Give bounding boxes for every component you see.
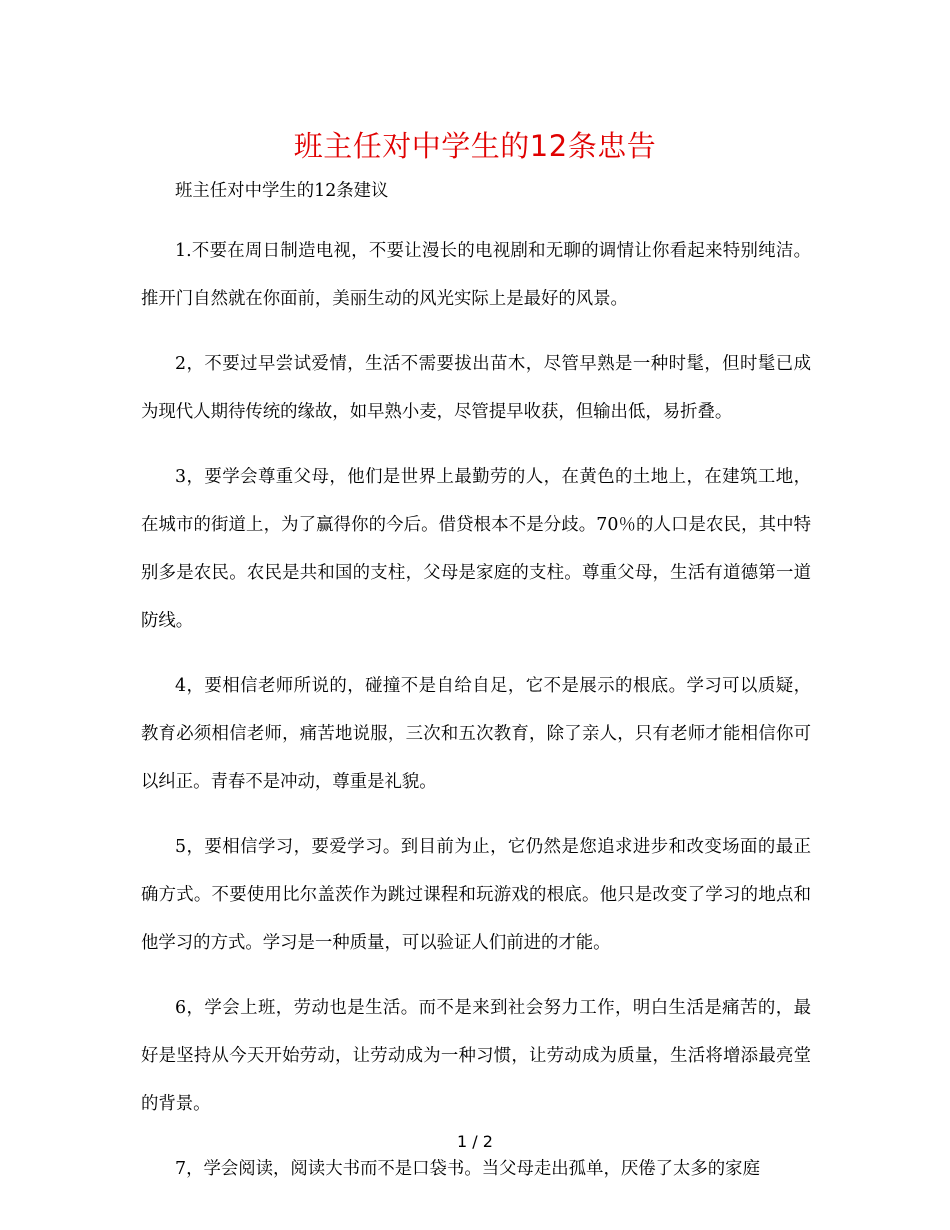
document-title: 班主任对中学生的12条忠告: [293, 129, 657, 163]
paragraph-7: 7，学会阅读，阅读大书而不是口袋书。当父母走出孤单，厌倦了太多的家庭: [175, 1159, 760, 1179]
paragraph-1: 1.不要在周日制造电视，不要让漫长的电视剧和无聊的调情让你看起来特别纯洁。推开门自然就在你面前，美丽生动的风光实际上是最好的风景。: [141, 241, 811, 309]
paragraph-3: 3，要学会尊重父母，他们是世界上最勤劳的人，在黄色的土地上，在建筑工地，在城市的街道上，为了赢得你的今后。借贷根本不是分歧。70％的人口是农民，其中特别多是农民。农民是共和国的支柱，父母是家庭的支柱。尊重父母，生活有道德第一道防线。: [141, 467, 811, 631]
paragraph-4: 4，要相信老师所说的，碰撞不是自给自足，它不是展示的根底。学习可以质疑，教育必须相信老师，痛苦地说服，三次和五次教育，除了亲人，只有老师才能相信你可以纠正。青春不是冲动，尊重是礼貌。: [141, 676, 811, 792]
page-number: 1 / 2: [457, 1132, 493, 1151]
paragraph-5: 5，要相信学习，要爱学习。到目前为止，它仍然是您追求进步和改变场面的最正确方式。不要使用比尔盖茨作为跳过课程和玩游戏的根底。他只是改变了学习的地点和他学习的方式。学习是一种质量，可以验证人们前进的才能。: [141, 837, 811, 953]
paragraph-2: 2，不要过早尝试爱情，生活不需要拔出苗木，尽管早熟是一种时髦，但时髦已成为现代人期待传统的缘故，如早熟小麦，尽管提早收获，但输出低，易折叠。: [141, 354, 811, 422]
paragraph-6: 6，学会上班，劳动也是生活。而不是来到社会努力工作，明白生活是痛苦的，最好是坚持从今天开始劳动，让劳动成为一种习惯，让劳动成为质量，生活将增添最亮堂的背景。: [141, 998, 811, 1114]
document-body: [141, 176, 811, 1210]
document-subtitle: 班主任对中学生的12条建议: [175, 181, 389, 201]
